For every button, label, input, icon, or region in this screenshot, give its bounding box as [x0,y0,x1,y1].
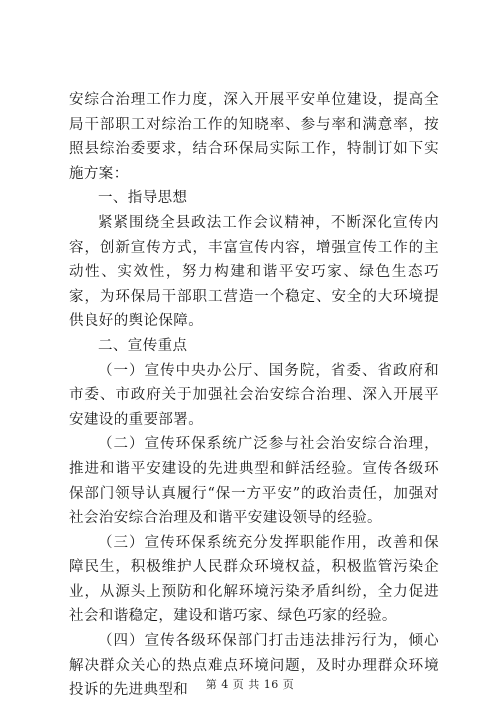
publicity-item-2: （二）宣传环保系统广泛参与社会治安综合治理，推进和谐平安建设的先进典型和鲜活经验。宣传各级环保部门领导认真履行“保一方平安”的政治责任，加强对社会治安综合治理及和谐平安建设领导的经验。 [69,436,439,527]
publicity-item-1: （一）宣传中央办公厅、国务院，省委、省政府和市委、市政府关于加强社会治安综合治理、深入开展平安建设的重要部署。 [69,362,439,428]
guiding-ideology-paragraph: 紧紧围绕全县政法工作会议精神，不断深化宣传内容，创新宣传方式，丰富宣传内容，增强宣传工作的主动性、实效性，努力构建和谐平安巧家、绿色生态巧家，为环保局干部职工营造一个稳定、安全的大环境提供良好的舆论保障。 [69,214,439,330]
publicity-item-4: （四）宣传各级环保部门打击违法排污行为，倾心解决群众关心的热点难点环境问题，及时办理群众环境投诉的先进典型和 [69,633,439,699]
publicity-item-3: （三）宣传环保系统充分发挥职能作用，改善和保障民生，积极维护人民群众环境权益，积极监管污染企业，从源头上预防和化解环境污染矛盾纠纷，全力促进社会和谐稳定，建设和谐巧家、绿色巧家的经验。 [69,534,439,625]
section-heading-publicity-focus: 二、宣传重点 [98,337,188,354]
intro-paragraph: 安综合治理工作力度，深入开展平安单位建设，提高全局干部职工对综治工作的知晓率、参与率和满意率，按照县综治委要求，结合环保局实际工作，特制订如下实施方案： [69,92,439,182]
section-heading-guiding-ideology: 一、指导思想 [98,190,188,207]
document-body [69,88,439,703]
page-footer: 第 4 页 共 16 页 [205,678,295,691]
